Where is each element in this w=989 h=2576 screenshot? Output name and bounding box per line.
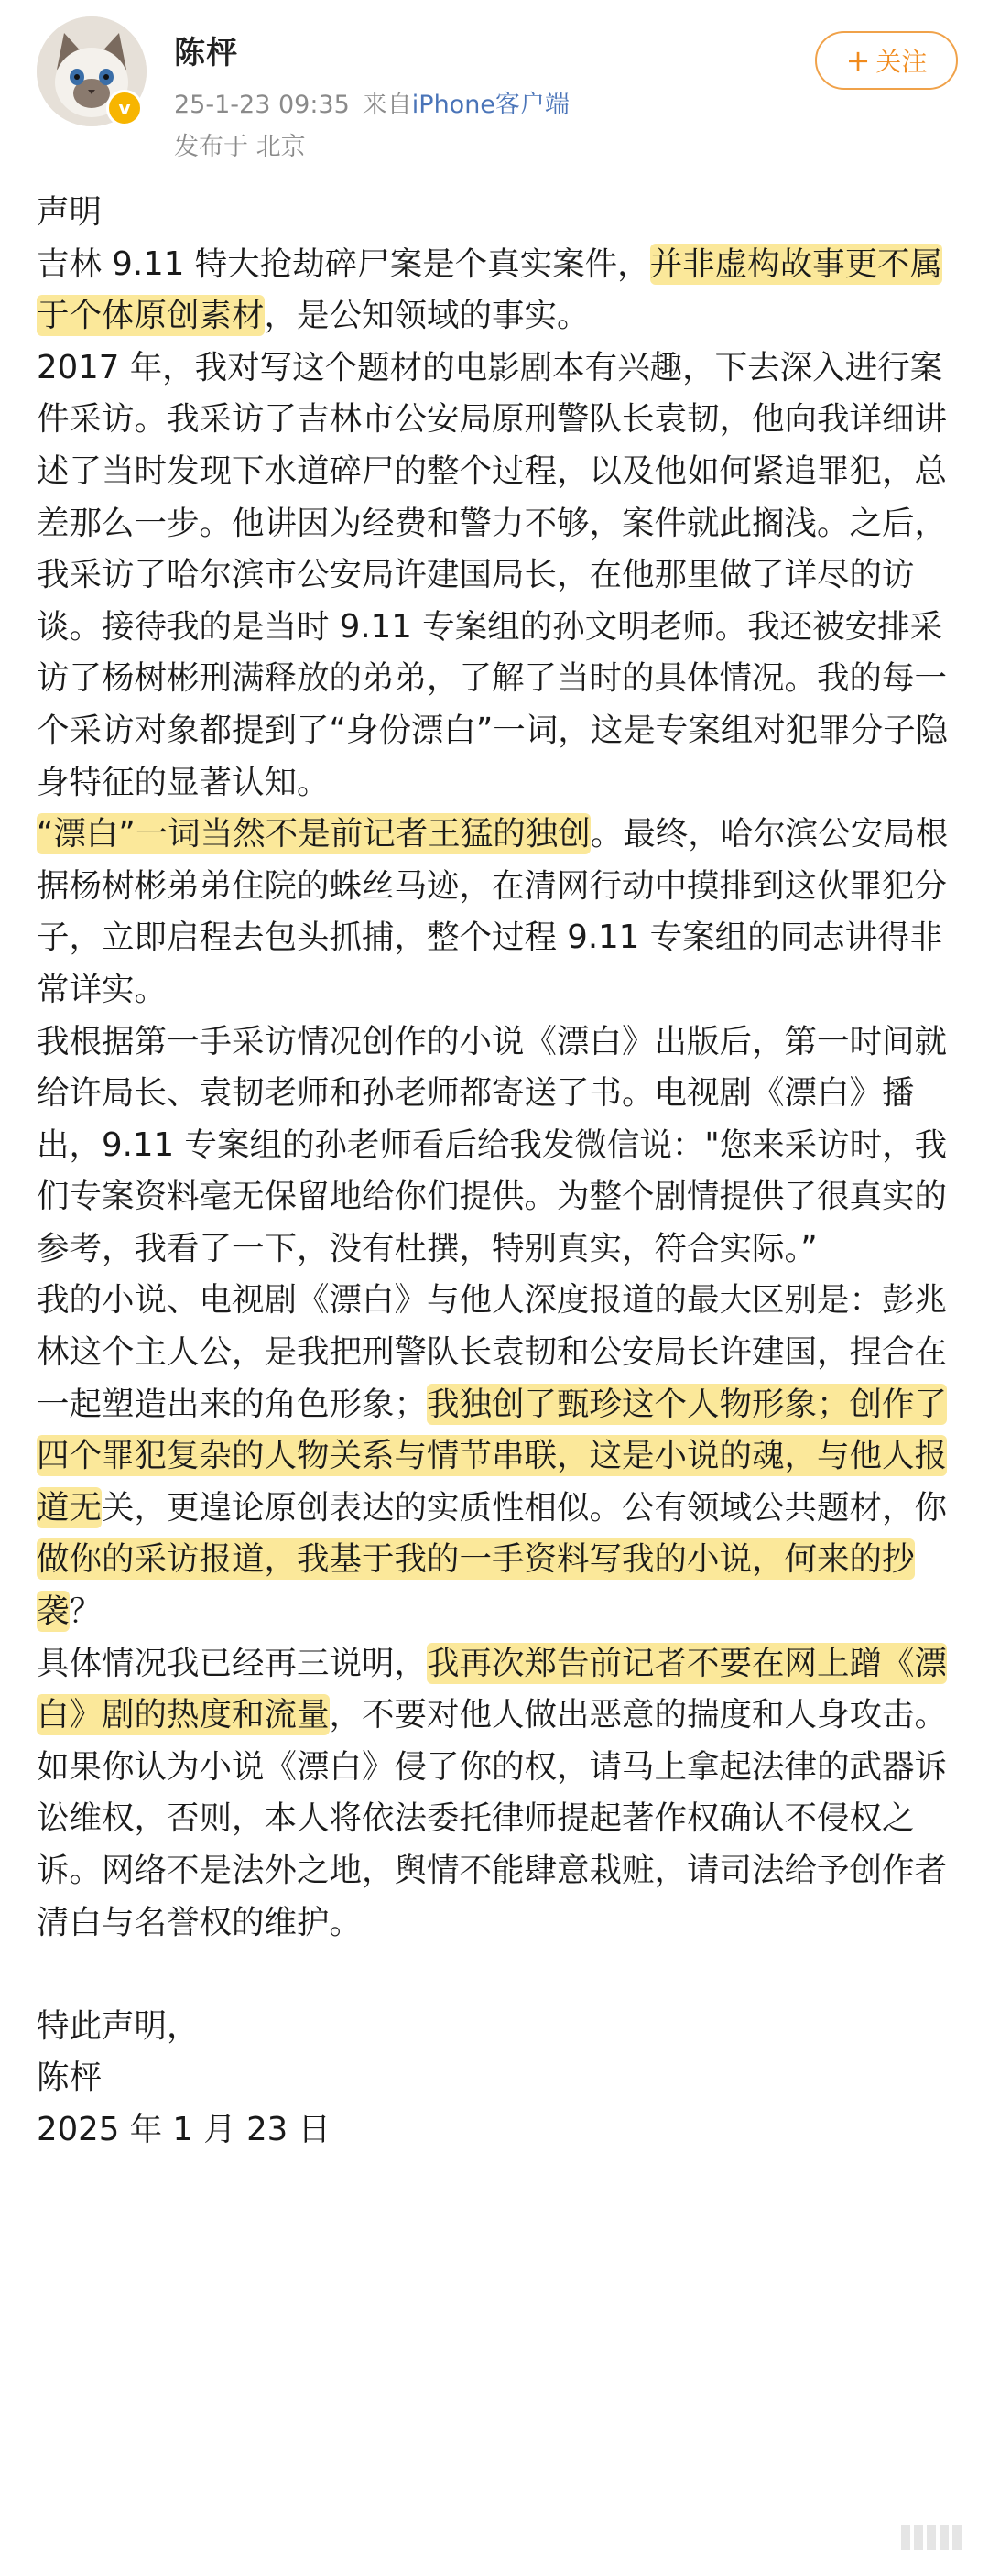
post-location: 发布于 北京: [174, 133, 306, 161]
paragraph-1: [37, 239, 962, 342]
paragraph-1-tail: ，是公知领域的事实。: [264, 297, 590, 335]
signature: 陈枰: [37, 2059, 103, 2097]
paragraph-5: [37, 1275, 962, 1637]
follow-label: 关注: [875, 47, 928, 77]
paragraph-6-tail: ，不要对他人做出恶意的揣度和人身攻击。如果你认为小说《漂白》侵了你的权，请马上拿起法律的武器诉讼维权，否则，本人将依法委托律师提起著作权确认不侵权之诉。网络不是法外之地，舆情不能肆意栽赃，请司法给予创作者清白与名誉权的维护。: [37, 1696, 948, 1941]
highlight-3: 我独创了甄珍这个人物形象；创作了四个罪犯复杂的人物关系与情节串联，这是小说的魂，与他人报道无: [37, 1385, 948, 1527]
paragraph-3-tail: 。最终，哈尔滨公安局根据杨树彬弟弟住院的蛛丝马迹，在清网行动中摸排到这伙罪犯分子，立即启程去包头抓捕，整个过程 9.11 专案组的同志讲得非常详实。: [37, 815, 949, 1008]
username[interactable]: 陈枰: [174, 35, 238, 71]
paragraph-4: 我根据第一手采访情况创作的小说《漂白》出版后，第一时间就给许局长、袁韧老师和孙老师都寄送了书。电视剧《漂白》播出，9.11 专案组的孙老师看后给我发微信说："您来采访时，我们专案资料毫无保留地给你们提供。为整个剧情提供了很真实的参考，我看了一下，没有杜撰，特别真实，符合实际。”: [37, 1022, 948, 1267]
post-content: [37, 187, 962, 2157]
paragraph-1-text: 吉林 9.11 特大抢劫碎尸案是个真实案件，: [37, 245, 650, 283]
statement-date: 2025 年 1 月 23 日: [37, 2110, 331, 2148]
highlight-2: “漂白”一词当然不是前记者王猛的独创: [37, 815, 591, 853]
verified-badge-icon: v: [106, 90, 143, 126]
highlight-1: 并非虚构故事更不属于个体原创素材: [37, 245, 943, 335]
paragraph-gap: [37, 1949, 962, 2001]
watermark-icon: [899, 2519, 963, 2556]
paragraph-6-text: 具体情况我已经再三说明，: [37, 1644, 428, 1682]
paragraph-5-middle: 关，更遑论原创表达的实质性相似。公有领域公共题材，你: [102, 1488, 948, 1527]
post-timestamp: 25-1-23 09:35: [174, 91, 350, 119]
closing-line: 特此声明，: [37, 2006, 200, 2045]
highlight-5: 我再次郑告前记者不要在网上蹭《漂白》剧的热度和流量: [37, 1644, 948, 1734]
post-meta: [174, 84, 570, 120]
plus-icon: +: [845, 43, 871, 78]
post-header: [0, 0, 989, 183]
paragraph-5-tail: ？: [69, 1592, 103, 1631]
paragraph-3: [37, 809, 962, 1016]
source-prefix: 来自: [362, 91, 412, 119]
paragraph-5-text: 我的小说、电视剧《漂白》与他人深度报道的最大区别是：彭兆林这个主人公，是我把刑警队长袁韧和公安局长许建国，捏合在一起塑造出来的角色形象；: [37, 1281, 948, 1423]
follow-button[interactable]: [815, 31, 958, 90]
statement-title: 声明: [37, 193, 103, 231]
highlight-4: 做你的采访报道，我基于我的一手资料写我的小说，何来的抄袭: [37, 1540, 915, 1631]
paragraph-2: 2017 年，我对写这个题材的电影剧本有兴趣，下去深入进行案件采访。我采访了吉林市公安局原刑警队长袁韧，他向我详细讲述了当时发现下水道碎尸的整个过程，以及他如何紧追罪犯，总差那么一步。他讲因为经费和警力不够，案件就此搁浅。之后，我采访了哈尔滨市公安局许建国局长，在他那里做了详尽的访谈。接待我的是当时 9.11 专案组的孙文明老师。我还被安排采访了杨树彬刑满释放的弟弟，了解了当时的具体情况。我的每一个采访对象都提到了“身份漂白”一词，这是专案组对犯罪分子隐身特征的显著认知。: [37, 348, 949, 801]
source-client-link[interactable]: iPhone客户端: [411, 91, 570, 119]
paragraph-6: [37, 1638, 962, 1950]
